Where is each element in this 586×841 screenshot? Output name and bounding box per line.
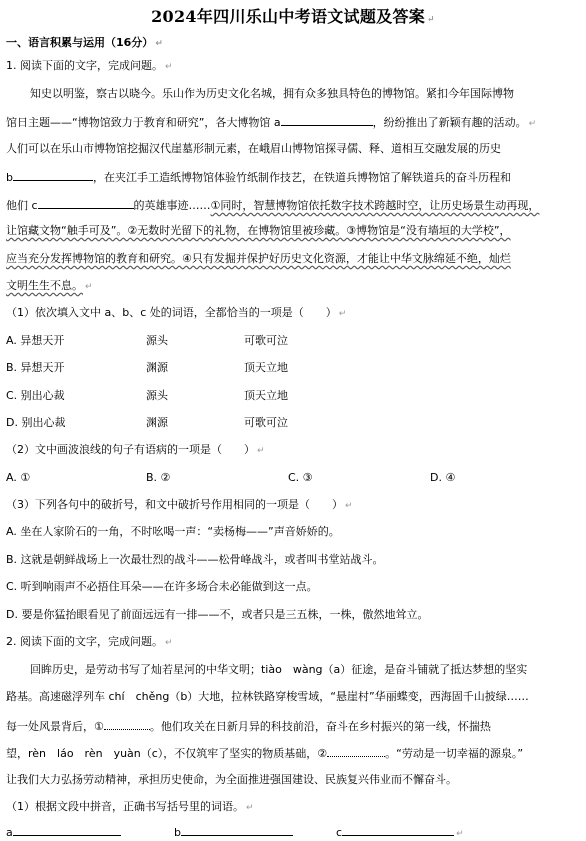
answer-blank-b[interactable]: b — [174, 824, 293, 840]
answer-blank-c[interactable]: c ↵ — [336, 826, 464, 839]
option-d[interactable]: D. 要是你猛抬眼看见了前面远远有一排——不，或者只是三五株，一株，傲然地耸立。 — [6, 608, 429, 621]
paragraph-mark: ↵ — [155, 39, 163, 49]
answer-blank-a[interactable]: a — [6, 824, 121, 840]
passage-line: 让我们大力弘扬劳动精神，承担历史使命，为全面推进强国建设、民族复兴伟业而不懈奋斗。 — [6, 773, 457, 786]
passage-line: 他们 c 的英雄事迹……①同时，智慧博物馆依托数字技术跨越时空，让历史场景生动再现， — [6, 199, 540, 212]
passage-line: 文明生生不息。 ↵ — [6, 279, 93, 292]
passage-line: 人们可以在乐山市博物馆挖掘汉代崖墓形制元素，在峨眉山博物馆探寻儒、释、道相互交融发展的历史 — [6, 142, 501, 155]
blank-1[interactable] — [104, 718, 150, 730]
passage-line: 望，rèn láo rèn yuàn（c），不仅筑牢了坚实的物质基础，② 。“劳动是一切幸福的源泉。” — [6, 747, 524, 760]
option-c[interactable]: C. ③ — [288, 471, 313, 484]
sub-question-stem: （3）下列各句中的破折号，和文中破折号作用相同的一项是（ ） ↵ — [6, 498, 353, 511]
passage-line: 每一处风景背后，① 。他们攻关在日新月异的科技前沿，奋斗在乡村振兴的第一线，怀揣热 — [6, 720, 491, 733]
sub-question-stem: （1）根据文段中拼音，正确书写括号里的词语。 ↵ — [6, 800, 254, 813]
passage-line: b ，在夹江手工造纸博物馆体验竹纸制作技艺，在铁道兵博物馆了解铁道兵的奋斗历程和 — [6, 171, 511, 184]
option-b[interactable]: B. 异想天开 渊源 顶天立地 — [6, 361, 288, 374]
blank-b[interactable] — [13, 169, 93, 181]
option-b[interactable]: B. 这就是朝鲜战场上一次最壮烈的战斗——松骨峰战斗，或者叫书堂站战斗。 — [6, 553, 384, 566]
option-d[interactable]: D. ④ — [430, 471, 456, 484]
option-d[interactable]: D. 别出心裁 渊源 可歌可泣 — [6, 416, 288, 429]
question-prompt: 2. 阅读下面的文字，完成问题。 ↵ — [6, 635, 173, 648]
sub-question-stem: （2）文中画波浪线的句子有语病的一项是（ ） ↵ — [6, 443, 265, 456]
option-a[interactable]: A. 坐在人家阶石的一角，不时吆喝一声：“卖杨梅——”声音娇娇的。 — [6, 525, 340, 538]
sub-question-stem: （1）依次填入文中 a、b、c 处的词语，全都恰当的一项是（ ） ↵ — [6, 306, 347, 319]
option-c[interactable]: C. 听到响雨声不必捂住耳朵——在许多场合未必能做到这一点。 — [6, 580, 318, 593]
blank-2[interactable] — [327, 745, 385, 757]
passage-line: 回眸历史，是劳动书写了灿若星河的中华文明；tiào wàng（a）征途，是奋斗铺就了抵达梦想的坚实 — [30, 663, 528, 676]
blank-c[interactable] — [38, 197, 134, 209]
wavy-sentence: ①同时，智慧博物馆依托数字技术跨越时空，让历史场景生动再现， — [210, 199, 540, 212]
blank-a[interactable] — [281, 114, 373, 126]
passage-line: 应当充分发挥博物馆的教育和研究。④只有发掘并保护好历史文化资源，才能让中华文脉绵延不绝，灿烂 — [6, 252, 511, 265]
passage-line: 让馆藏文物“触手可及”。②无数时光留下的礼物，在博物馆里被珍藏。③博物馆是“没有墙垣的大学校”， — [6, 224, 511, 237]
passage-line: 馆日主题——“博物馆致力于教育和研究”，各大博物馆 a ，纷纷推出了新颖有趣的活动。 ↵ — [6, 116, 537, 129]
passage-line: 路基。高速磁浮列车 chí chěng（b）大地，拉林铁路穿梭雪域，“悬崖村”华丽蝶变，西海固千山披绿…… — [6, 690, 529, 703]
passage-line: 知史以明鉴，察古以晓今。乐山作为历史文化名城，拥有众多独具特色的博物馆。紧扣今年国际博物 — [30, 87, 514, 100]
option-a[interactable]: A. ① — [6, 471, 31, 484]
question-prompt: 1. 阅读下面的文字，完成问题。 ↵ — [6, 59, 173, 72]
option-c[interactable]: C. 别出心裁 源头 顶天立地 — [6, 389, 288, 402]
option-a[interactable]: A. 异想天开 源头 可歌可泣 — [6, 334, 288, 347]
paragraph-mark: ↵ — [427, 15, 435, 25]
section-heading: 一、语言积累与运用（16分） ↵ — [6, 36, 163, 49]
option-b[interactable]: B. ② — [146, 471, 171, 484]
page-title: 2024年四川乐山中考语文试题及答案 ↵ — [151, 7, 435, 26]
